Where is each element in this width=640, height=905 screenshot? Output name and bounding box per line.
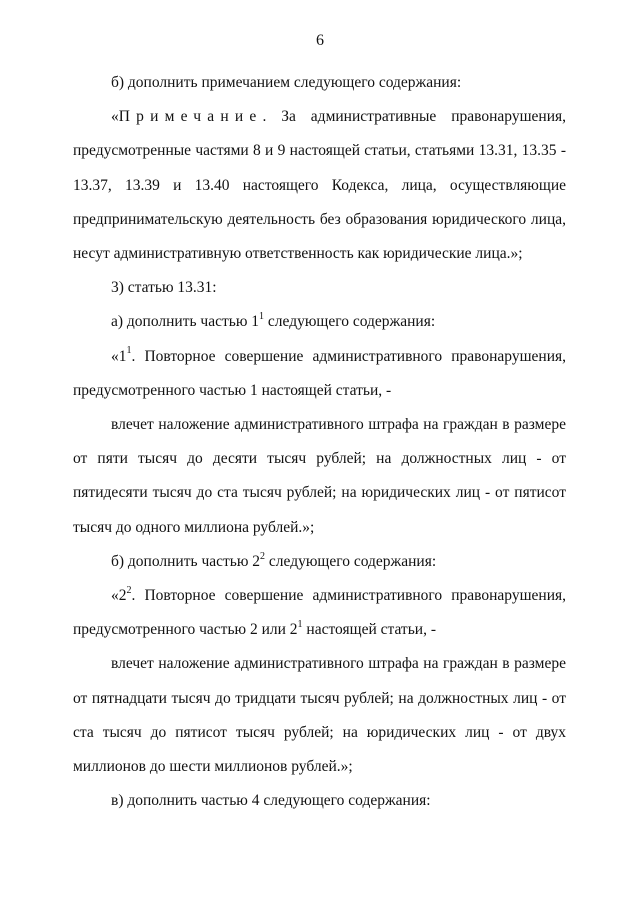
paragraph-part-2-2: [73, 579, 566, 647]
note-heading-spaced: Примечание: [118, 108, 263, 126]
paragraph-amendment-a: [73, 305, 566, 339]
paragraph-note: [73, 100, 566, 271]
paragraph-part-1-1: [73, 340, 566, 408]
paragraph-text: . Повторное совершение административного правонарушения, предусмотренного частью 2 или 2: [73, 587, 566, 639]
paragraph-amendment-b: [73, 545, 566, 579]
paragraph-text: а) дополнить частью 1: [111, 313, 260, 331]
paragraph-amendment-b-note: [73, 66, 566, 100]
quote-open: «: [111, 108, 119, 126]
paragraph-text: следующего содержания:: [265, 552, 437, 570]
paragraph-amendment-v: [73, 784, 566, 818]
superscript: 2: [260, 550, 266, 562]
superscript: 1: [259, 311, 265, 323]
paragraph-text: влечет наложение административного штрафа на граждан в размере от пяти тысяч до десяти тысяч рублей; на должностных лиц - от пятидесяти тысяч до ста тысяч рублей; на юридических лиц - от пятисот тысяч до одного миллиона рублей.»;: [73, 416, 566, 536]
superscript: 1: [297, 619, 303, 631]
page-number: 6: [316, 32, 324, 49]
paragraph-penalty-1-1: [73, 408, 566, 545]
paragraph-text: настоящей статьи, -: [302, 621, 436, 639]
paragraph-penalty-2-2: [73, 647, 566, 784]
paragraph-text: . Повторное совершение административного правонарушения, предусмотренного частью 1 настоящей статьи, -: [73, 347, 566, 399]
document-body: [73, 66, 566, 818]
paragraph-text: следующего содержания:: [264, 313, 436, 331]
note-text: . За административные правонарушения, предусмотренные частями 8 и 9 настоящей статьи, статьями 13.31, 13.35 - 13.37, 13.39 и 13.40 настоящего Кодекса, лица, осуществляющие предпринимательскую деятельность без образования юридического лица, несут административную ответственность как юридические лица.»;: [73, 108, 566, 263]
paragraph-text: в) дополнить частью 4 следующего содержания:: [111, 792, 431, 810]
paragraph-text: «1: [111, 347, 127, 365]
paragraph-article-13-31: [73, 271, 566, 305]
superscript: 1: [126, 345, 132, 357]
paragraph-text: б) дополнить частью 2: [111, 552, 261, 570]
paragraph-text: «2: [111, 587, 127, 605]
superscript: 2: [126, 584, 132, 596]
paragraph-text: 3) статью 13.31:: [111, 279, 217, 297]
paragraph-text: влечет наложение административного штрафа на граждан в размере от пятнадцати тысяч до тридцати тысяч рублей; на должностных лиц - от ста тысяч до пятисот тысяч рублей; на юридических лиц - от двух миллионов до шести миллионов рублей.»;: [73, 655, 566, 776]
paragraph-text: б) дополнить примечанием следующего содержания:: [111, 74, 462, 91]
